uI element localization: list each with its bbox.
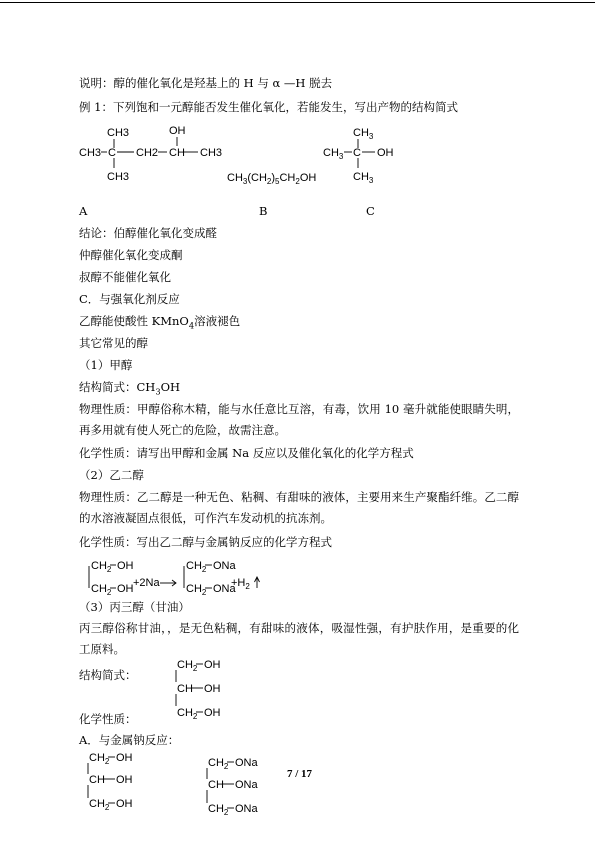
a-quaternary-carbon: C <box>108 147 116 159</box>
section-c-heading: C．与强氧化剂反应 <box>79 292 180 306</box>
a-right-methyl: CH3 <box>200 147 223 159</box>
c-top-methyl: $CH_3$ <box>353 127 374 141</box>
other-alcohols-heading: 其它常见的醇 <box>79 336 148 350</box>
label-b: B <box>259 204 268 218</box>
glycerol-ch-middle: CH <box>177 683 193 695</box>
a-left-methyl: CH3 <box>79 147 102 159</box>
reactant-ch-middle: CH <box>89 774 105 786</box>
glycerol-structure <box>176 659 221 721</box>
product-ona-3: ONa <box>235 803 258 815</box>
label-a: A <box>79 204 88 218</box>
glycol-heading: （2）乙二醇 <box>79 468 144 482</box>
c-bottom-methyl: $CH_3$ <box>353 171 374 185</box>
glycerol-chemical-properties-label: 化学性质： <box>79 712 137 726</box>
methanol-heading: （1）甲醇 <box>79 358 133 372</box>
product-ch2-bottom: $CH_2$ <box>208 803 229 817</box>
page-number: 7 / 17 <box>287 768 313 780</box>
glycol-oh-top: OH <box>117 560 134 572</box>
product-ch2-bottom: $CH_2$ <box>186 583 207 597</box>
glycol-ch2-bottom: $CH_2$ <box>91 583 112 597</box>
note-line: 说明：醇的催化氧化是羟基上的 H 与 α —H 脱去 <box>79 76 333 90</box>
a-methine: CH <box>169 147 185 159</box>
glycol-physical-properties: 物理性质：乙二醇是一种无色、粘稠、有甜味的液体，主要用来生产聚酯纤维。乙二醇的水溶液凝固点很低，可作汽车发动机的抗冻剂。 <box>79 490 519 525</box>
a-bottom-methyl: CH3 <box>107 171 130 183</box>
product-ona-1: ONa <box>235 757 258 769</box>
glycerol-oh-1: OH <box>204 659 221 671</box>
structure-a <box>79 125 222 183</box>
glycerol-product <box>207 757 259 817</box>
glycerol-physical-properties: 丙三醇俗称甘油，，是无色粘稠，有甜味的液体，吸湿性强，有护肤作用，是重要的化工原料。 <box>79 621 519 656</box>
sodium-reaction-heading: A．与金属钠反应： <box>79 733 180 747</box>
label-c: C <box>366 204 375 218</box>
methanol-chemical-properties: 化学性质：请写出甲醇和金属 Na 反应以及催化氧化的化学方程式 <box>79 446 414 460</box>
reactant-ch2-top: $CH_2$ <box>89 752 110 766</box>
glycerol-ch2-bottom: $CH_2$ <box>177 707 198 721</box>
product-ch2-top: $CH_2$ <box>186 560 207 574</box>
glycol-sodium-equation <box>89 560 260 597</box>
c-carbon: C <box>353 147 361 159</box>
structure-b <box>227 172 316 186</box>
glycerol-reactant <box>88 752 133 812</box>
glycol-oh-bottom: OH <box>117 583 134 595</box>
glycerol-ch2-top: $CH_2$ <box>177 659 198 673</box>
glycerol-oh-3: OH <box>204 707 221 719</box>
conclusion-line: 结论：伯醇催化氧化变成醛 <box>79 226 217 240</box>
tertiary-alcohol-line: 叔醇不能催化氧化 <box>79 270 171 284</box>
reactant-oh-1: OH <box>116 752 133 764</box>
reactant-ch2-bottom: $CH_2$ <box>89 798 110 812</box>
c-left-methyl: $CH_3$ <box>323 147 344 161</box>
plus-2na: +2Na <box>133 577 160 589</box>
product-ch-middle: CH <box>208 779 224 791</box>
glycerol-heading: （3）丙三醇（甘油） <box>79 600 190 614</box>
kmno4-line: 乙醇能使酸性 KMnO$_4$溶液褪色 <box>79 314 241 331</box>
product-ona-2: ONa <box>235 779 258 791</box>
example1-line: 例 1：下列饱和一元醇能否发生催化氧化，若能发生，写出产物的结构简式 <box>79 100 458 114</box>
c-hydroxyl: OH <box>377 147 394 159</box>
reactant-oh-2: OH <box>116 774 133 786</box>
a-methylene: CH2 <box>136 147 159 159</box>
a-hydroxyl: OH <box>169 125 186 137</box>
glycol-chemical-properties: 化学性质：写出乙二醇与金属钠反应的化学方程式 <box>79 535 332 549</box>
reactant-oh-3: OH <box>116 798 133 810</box>
b-formula: $CH_3(CH_2)_5CH_2OH$ <box>227 172 317 186</box>
glycerol-formula-label: 结构简式： <box>79 668 137 682</box>
methanol-physical-properties: 物理性质：甲醇俗称木精，能与水任意比互溶，有毒，饮用 10 毫升就能使眼睛失明，再多用就有使人死亡的危险，故需注意。 <box>79 402 519 437</box>
product-ona-top: ONa <box>213 560 236 572</box>
plus-h2: $+H_2$ <box>231 577 250 591</box>
secondary-alcohol-line: 仲醇催化氧化变成酮 <box>79 248 183 262</box>
structure-c <box>323 127 394 185</box>
methanol-formula-line: 结构简式：$CH_3OH$ <box>79 380 181 397</box>
glycerol-oh-2: OH <box>204 683 221 695</box>
product-ona-bottom: ONa <box>213 583 236 595</box>
a-top-methyl: CH3 <box>107 127 130 139</box>
product-ch2-top: $CH_2$ <box>208 757 229 771</box>
glycol-ch2-top: $CH_2$ <box>91 560 112 574</box>
